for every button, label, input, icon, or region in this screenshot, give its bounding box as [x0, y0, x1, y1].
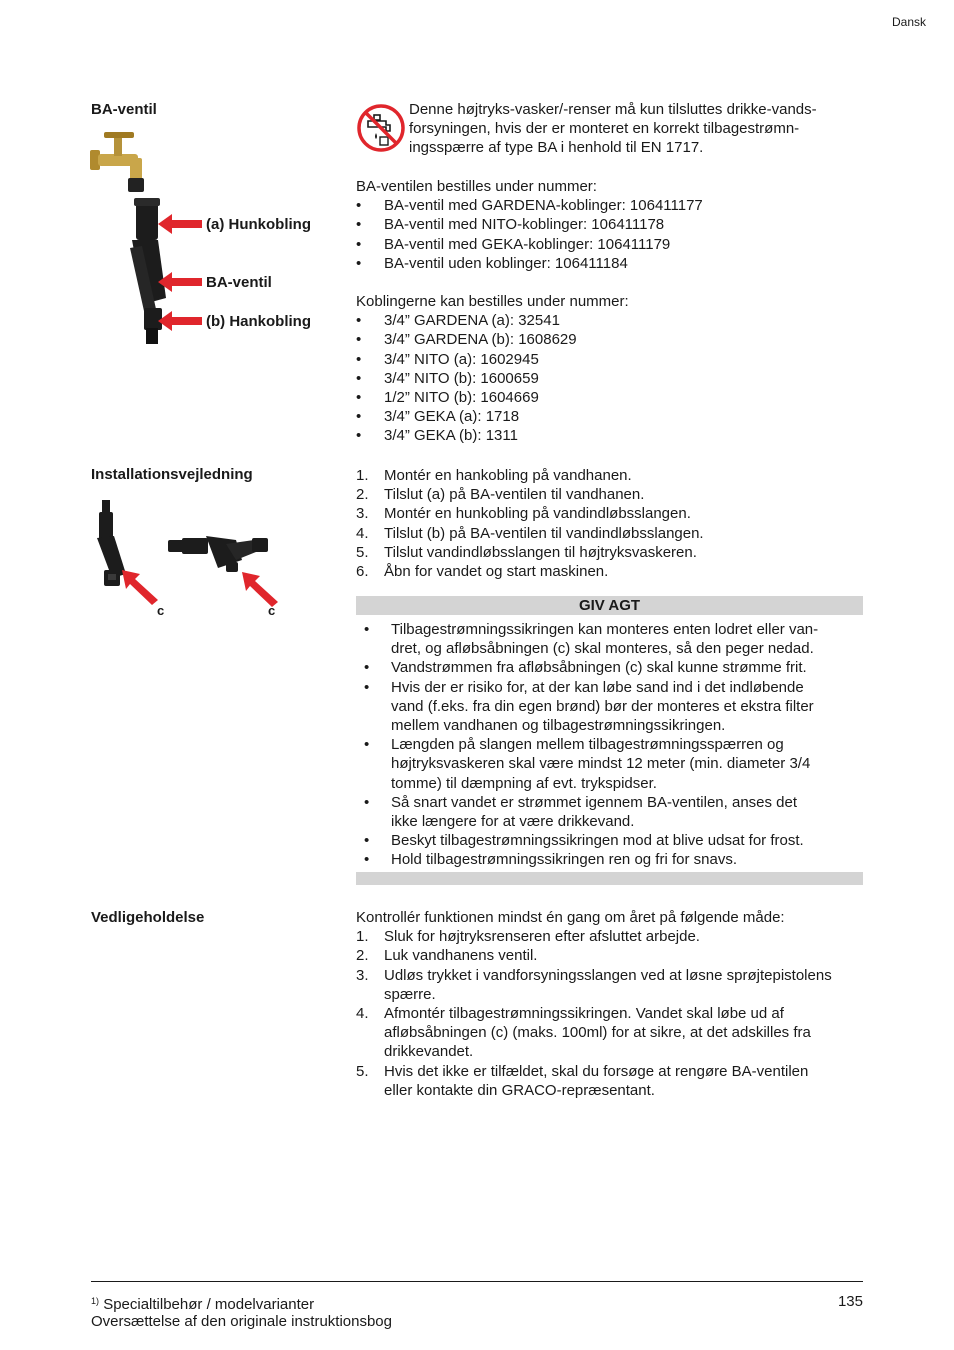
- list-item: [356, 946, 871, 965]
- caution-line: højtryksvaskeren skal være mindst 12 meter (min. diameter 3/4: [391, 755, 811, 773]
- couplings-intro: Koblingerne kan bestilles under nummer:: [356, 293, 629, 310]
- step-number: 1.: [356, 467, 369, 484]
- arrow-drain-c-left: [120, 568, 160, 606]
- arrow-ba-valve: [158, 270, 202, 294]
- step-number: 2.: [356, 486, 369, 504]
- caution-title: GIV AGT: [356, 596, 863, 615]
- step-text: Montér en hunkobling på vandindløbsslangen.: [384, 505, 691, 523]
- label-drain-c-right: c: [268, 603, 276, 618]
- list-item: [356, 927, 871, 946]
- step-number: 5.: [356, 543, 369, 561]
- list-item: [356, 1062, 871, 1100]
- caution-line: • Hvis der er risiko for, at der kan løbe sand ind i det indløbende: [391, 678, 804, 696]
- list-item: [356, 735, 866, 793]
- step-number: 4.: [356, 524, 369, 542]
- step-line: Hvis det ikke er tilfældet, skal du forsøge at rengøre BA-ventilen: [384, 1062, 809, 1080]
- order-intro: BA-ventilen bestilles under nummer:: [356, 178, 597, 195]
- faucet-image: [90, 132, 144, 192]
- footnote-mark: 1): [91, 1296, 100, 1306]
- caution-line: tomme) til dæmpning af evt. trykspidser.: [391, 774, 657, 792]
- install-section-heading: Installationsvejledning: [91, 466, 253, 483]
- ba-section-heading: BA-ventil: [91, 101, 157, 118]
- step-text: Tilslut vandindløbsslangen til højtryksvaskeren.: [384, 543, 697, 561]
- list-item: [356, 485, 866, 504]
- step-number: 1.: [356, 928, 369, 946]
- footnote: [91, 1292, 314, 1314]
- caution-line: ikke længere for at være drikkevand.: [391, 813, 635, 831]
- step-line: afløbsåbningen (c) (maks. 100ml) for at sikre, at det adskilles fra: [384, 1024, 811, 1042]
- list-item: [356, 620, 866, 658]
- notice-text: [409, 100, 859, 158]
- maintenance-steps: [356, 927, 871, 1100]
- step-text: Tilslut (b) på BA-ventilen til vandindløbsslangen.: [384, 524, 704, 542]
- list-item: • 3/4” GARDENA (b): 1608629: [356, 330, 866, 349]
- list-item: • BA-ventil uden koblinger: 106411184: [356, 254, 866, 273]
- page-number: 135: [837, 1293, 863, 1310]
- step-line: Afmontér tilbagestrømningssikringen. Vandet skal løbe ud af: [384, 1005, 784, 1023]
- label-male-coupling: (b) Hankobling: [206, 313, 311, 330]
- label-drain-c-left: c: [157, 603, 165, 618]
- step-text: Tilslut (a) på BA-ventilen til vandhanen.: [384, 486, 645, 504]
- list-item: [356, 504, 866, 523]
- list-item: • BA-ventil med NITO-koblinger: 106411178: [356, 215, 866, 234]
- list-item: • BA-ventil med GEKA-koblinger: 106411179: [356, 235, 866, 254]
- maintenance-intro: Kontrollér funktionen mindst én gang om året på følgende måde:: [356, 909, 785, 926]
- caution-line: dret, og afløbsåbningen (c) skal monteres, så den peger nedad.: [391, 640, 814, 658]
- footer-divider: [91, 1281, 863, 1282]
- caution-line: mellem vandhanen og tilbagestrømningssikringen.: [391, 717, 726, 735]
- language-label: Dansk: [891, 15, 926, 29]
- notice-line: Denne højtryks-vasker/-renser må kun tilsluttes drikke-vands-: [409, 101, 817, 118]
- step-number: 3.: [356, 505, 369, 523]
- step-line: Sluk for højtryksrenseren efter afsluttet arbejde.: [384, 928, 700, 946]
- step-text: Åbn for vandet og start maskinen.: [384, 563, 609, 581]
- list-item: • 3/4” GEKA (a): 1718: [356, 407, 866, 426]
- footnote-text: Specialtilbehør / modelvarianter: [103, 1296, 315, 1313]
- list-item: [356, 543, 866, 562]
- list-item: [356, 966, 871, 1004]
- list-item: [356, 831, 866, 850]
- order-list: [356, 196, 866, 273]
- couplings-list: [356, 311, 866, 445]
- list-item: • 1/2” NITO (b): 1604669: [356, 388, 866, 407]
- caution-line: • Så snart vandet er strømmet igennem BA-ventilen, anses det: [391, 793, 798, 811]
- step-line: spærre.: [384, 985, 436, 1003]
- caution-list: [356, 620, 866, 870]
- caution-line: • Tilbagestrømningssikringen kan monteres enten lodret eller van-: [391, 621, 819, 638]
- caution-bottom-bar: [356, 872, 863, 885]
- list-item: [356, 524, 866, 543]
- step-text: Montér en hankobling på vandhanen.: [384, 467, 632, 484]
- list-item: • 3/4” NITO (a): 1602945: [356, 350, 866, 369]
- step-number: 4.: [356, 1005, 369, 1023]
- list-item: [356, 678, 866, 736]
- step-number: 2.: [356, 947, 369, 965]
- step-number: 3.: [356, 966, 369, 984]
- step-line: Luk vandhanens ventil.: [384, 947, 538, 965]
- order-block: [356, 177, 866, 273]
- list-item: [356, 850, 866, 869]
- notice-line: ingsspærre af type BA i henhold til EN 1717.: [409, 139, 704, 157]
- list-item: [356, 1004, 871, 1062]
- maintenance-section-heading: Vedligeholdelse: [91, 909, 205, 926]
- install-steps: [356, 466, 866, 581]
- label-female-coupling: (a) Hunkobling: [206, 216, 311, 233]
- list-item: [356, 466, 866, 485]
- caution-line: vand (f.eks. fra din egen brønd) bør der monteres et ekstra filter: [391, 697, 814, 715]
- list-item: [356, 658, 866, 677]
- caution-line: • Længden på slangen mellem tilbagestrømningsspærren og: [391, 736, 784, 754]
- step-number: 5.: [356, 1062, 369, 1080]
- step-number: 6.: [356, 563, 369, 581]
- maintenance-block: [356, 908, 871, 1100]
- caution-line: • Vandstrømmen fra afløbsåbningen (c) skal kunne strømme frit.: [391, 659, 807, 677]
- step-line: Udløs trykket i vandforsyningsslangen ved at løsne sprøjtepistolens: [384, 966, 832, 984]
- caution-line: • Hold tilbagestrømningssikringen ren og fri for snavs.: [391, 851, 737, 869]
- step-line: drikkevandet.: [384, 1043, 474, 1061]
- notice-line: forsyningen, hvis der er monteret en korrekt tilbagestrømn-: [409, 120, 800, 138]
- list-item: [356, 562, 866, 581]
- list-item: • 3/4” NITO (b): 1600659: [356, 369, 866, 388]
- arrow-male-coupling: [158, 309, 202, 333]
- step-line: eller kontakte din GRACO-repræsentant.: [384, 1081, 655, 1099]
- arrow-female-coupling: [158, 212, 202, 236]
- list-item: [356, 793, 866, 831]
- list-item: • 3/4” GEKA (b): 1311: [356, 426, 866, 445]
- couplings-block: [356, 292, 866, 446]
- caution-line: • Beskyt tilbagestrømningssikringen mod at blive udsat for frost.: [391, 832, 804, 850]
- label-ba-valve: BA-ventil: [206, 274, 272, 291]
- list-item: • 3/4” GARDENA (a): 32541: [356, 311, 866, 330]
- footer-subtitle: Oversættelse af den originale instruktionsbog: [91, 1313, 392, 1330]
- list-item: • BA-ventil med GARDENA-koblinger: 106411177: [356, 196, 866, 215]
- no-drinking-water-icon: [356, 103, 406, 153]
